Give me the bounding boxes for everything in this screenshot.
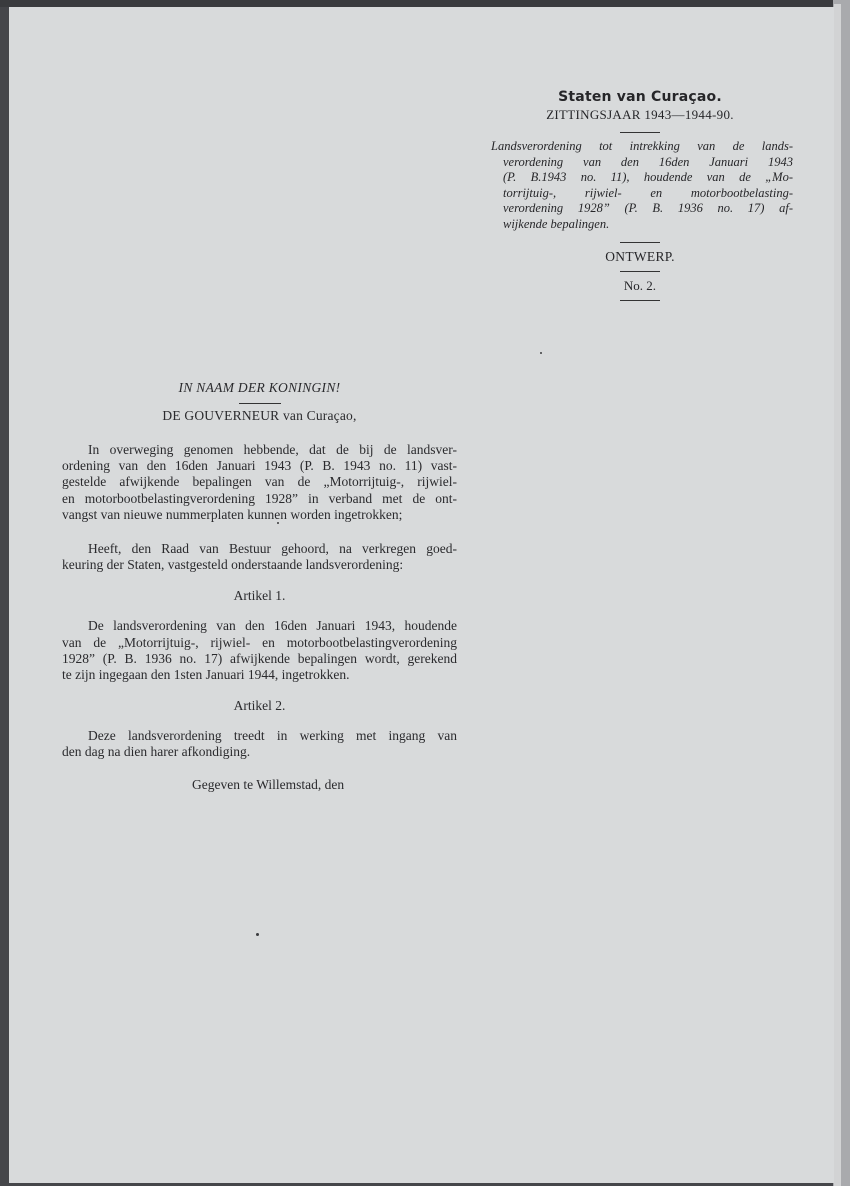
paper-edge-strip bbox=[834, 4, 841, 1186]
paragraph-line: In overweging genomen hebbende, dat de bij de landsver- bbox=[88, 442, 457, 457]
document-header bbox=[485, 89, 795, 301]
draft-number: No. 2. bbox=[623, 277, 657, 293]
ordinance-description bbox=[485, 139, 795, 233]
paper-speck bbox=[277, 522, 279, 524]
article-1-title: Artikel 1. bbox=[233, 588, 286, 604]
invocation: IN NAAM DER KONINGIN! bbox=[178, 380, 341, 395]
description-line: wijkende bepalingen. bbox=[503, 216, 610, 231]
governor-line: DE GOUVERNEUR van Curaçao, bbox=[162, 408, 357, 423]
description-line: Landsverordening tot intrekking van de lands- bbox=[491, 139, 793, 153]
paragraph-line: gestelde afwijkende bepalingen van de „Motorrijtuig-, rijwiel- bbox=[62, 474, 457, 490]
header-divider bbox=[620, 132, 660, 133]
header-divider bbox=[620, 242, 660, 243]
paragraph-line: Heeft, den Raad van Bestuur gehoord, na verkregen goed- bbox=[88, 541, 457, 557]
paragraph-line: Deze landsverordening treedt in werking met ingang van bbox=[88, 728, 457, 744]
paragraph-line: en motorbootbelastingverordening 1928” in verband met de ont- bbox=[62, 490, 457, 506]
ordinance-body bbox=[62, 380, 457, 793]
draft-label: ONTWERP. bbox=[605, 248, 675, 264]
description-line: verordening van den 16den Januari 1943 bbox=[503, 154, 793, 169]
paragraph-line: te zijn ingegaan den 1sten Januari 1944, ingetrokken. bbox=[62, 667, 350, 683]
article-1-text bbox=[62, 618, 457, 683]
description-line: (P. B.1943 no. 11), houdende van de „Mo- bbox=[503, 170, 793, 185]
header-divider bbox=[620, 271, 660, 272]
paper-speck bbox=[256, 933, 259, 936]
paragraph-line: De landsverordening van den 16den Januari 1943, houdende bbox=[88, 618, 457, 634]
paragraph-line: vangst van nieuwe nummerplaten kunnen worden ingetrokken; bbox=[62, 506, 403, 522]
header-title: Staten van Curaçao. bbox=[558, 89, 722, 105]
given-at-line: Gegeven te Willemstad, den bbox=[192, 776, 345, 792]
description-line: torrijtuig-, rijwiel- en motorbootbelasting- bbox=[503, 185, 793, 200]
body-divider bbox=[239, 403, 281, 404]
heard-paragraph bbox=[62, 541, 457, 573]
paragraph-line: van de „Motorrijtuig-, rijwiel- en motorbootbelastingverordening bbox=[62, 634, 457, 650]
session-year: ZITTINGSJAAR 1943—1944-90. bbox=[546, 107, 734, 122]
paragraph-line: 1928” (P. B. 1936 no. 17) afwijkende bepalingen wordt, gerekend bbox=[62, 650, 457, 666]
description-line: verordening 1928” (P. B. 1936 no. 17) af- bbox=[503, 201, 793, 216]
paper-speck bbox=[540, 352, 542, 354]
article-2-title: Artikel 2. bbox=[233, 698, 286, 714]
scan-top-border bbox=[0, 0, 850, 7]
header-divider bbox=[620, 300, 660, 301]
article-2-text bbox=[62, 728, 457, 760]
paragraph-line: den dag na dien harer afkondiging. bbox=[62, 744, 251, 760]
considering-paragraph bbox=[62, 442, 457, 523]
paragraph-line: ordening van den 16den Januari 1943 (P. B. 1943 no. 11) vast- bbox=[62, 458, 457, 474]
paragraph-line: keuring der Staten, vastgesteld onderstaande landsverordening: bbox=[62, 557, 404, 573]
